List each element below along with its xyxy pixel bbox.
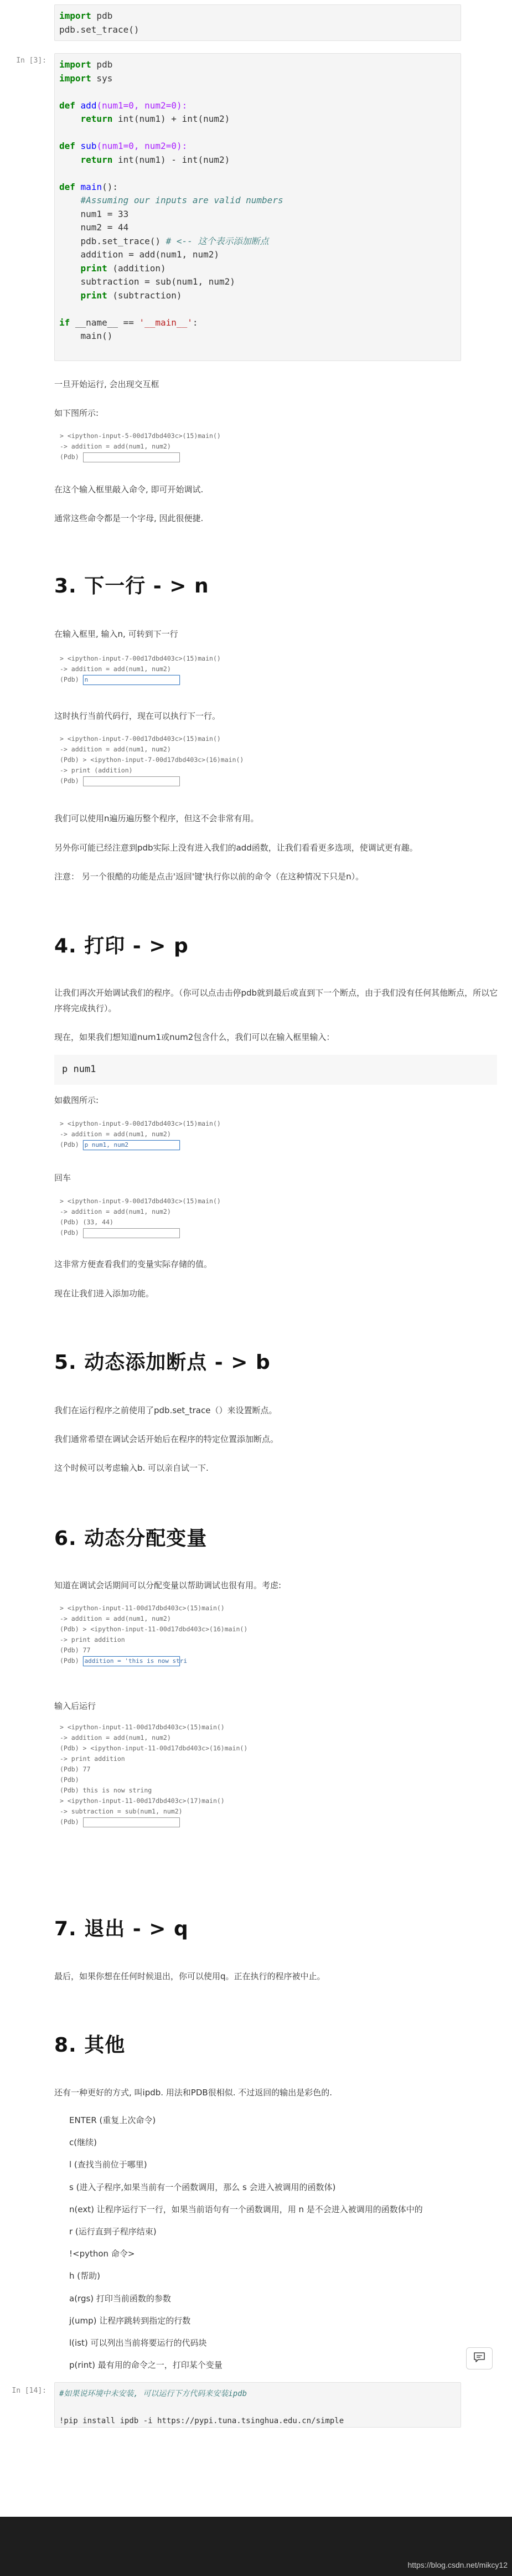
keyword: print (80, 290, 107, 301)
keyword: import (59, 59, 91, 70)
paragraph: 让我们再次开始调试我们的程序。（你可以点击击停pdb就到最后或直到下一个断点，由于我们没有任何其他断点，所以它 (54, 988, 498, 998)
function-args: (): (102, 181, 118, 192)
function-name: add (80, 100, 97, 111)
list-item: p(rint) 最有用的命令之一，打印某个变量 (69, 2360, 223, 2371)
terminal-line: > <ipython-input-9-00d17dbd403c>(15)main() (60, 1120, 221, 1127)
paragraph: 在输入框里, 输入n, 可转到下一行 (54, 629, 178, 639)
code-comment: #如果说环境中未安装, 可以运行下方代码来安装ipdb (59, 2389, 247, 2398)
paragraph: 这时执行当前代码行，现在可以执行下一行。 (54, 711, 221, 721)
terminal-line: -> addition = add(num1, num2) (60, 745, 171, 753)
section-heading: 7. 退出 - > q (54, 1918, 189, 1940)
terminal-line: -> addition = add(num1, num2) (60, 1615, 171, 1622)
code-block: p num1 (54, 1055, 497, 1085)
paragraph: 这个时候可以考虑输入b. 可以亲自试一下. (54, 1463, 209, 1473)
pdb-input (83, 1817, 180, 1827)
pdb-prompt: (Pdb) (60, 1818, 79, 1826)
terminal-line: -> addition = add(num1, num2) (60, 442, 171, 450)
section-heading: 3. 下一行 - > n (54, 575, 209, 597)
keyword: return (80, 114, 113, 124)
section-heading: 6. 动态分配变量 (54, 1527, 208, 1550)
code-text: pdb.set_trace() (59, 24, 139, 35)
function-args: (num1=0, num2=0): (96, 141, 188, 151)
code-text: num1 = 33 (80, 208, 129, 219)
code-text: main() (80, 331, 113, 341)
code-text: (subtraction) (107, 290, 182, 301)
list-item: l (查找当前位于哪里) (69, 2160, 147, 2170)
list-item: n(ext) 让程序运行下一行，如果当前语句有一个函数调用，用 n 是不会进入被调用的函数体中的 (69, 2204, 423, 2214)
code-text: int(num1) + int(num2) (112, 114, 230, 124)
list-item: j(ump) 让程序跳转到指定的行数 (69, 2315, 191, 2326)
terminal-line: > <ipython-input-5-00d17dbd403c>(15)main() (60, 432, 221, 440)
list-item: h (帮助) (69, 2271, 100, 2281)
list-item: a(rgs) 打印当前函数的参数 (69, 2293, 171, 2304)
keyword: if (59, 317, 70, 328)
terminal-line: > <ipython-input-7-00d17dbd403c>(15)main() (60, 735, 221, 743)
paragraph: 另外你可能已经注意到pdb实际上没有进入我们的add函数，让我们看看更多选项，使调试更有趣。 (54, 843, 418, 853)
code-text: num2 = 44 (80, 222, 129, 233)
paragraph: 通常这些命令都是一个字母, 因此很便捷. (54, 513, 204, 523)
code-text: pdb.set_trace() (80, 235, 161, 246)
terminal-line: (Pdb) 77 (60, 1765, 91, 1773)
chat-button[interactable] (466, 2347, 493, 2369)
pdb-input: p num1, num2 (83, 1140, 180, 1150)
list-item: c(继续) (69, 2137, 97, 2148)
terminal-screenshot-6 (60, 1603, 276, 1666)
terminal-line: > <ipython-input-11-00d17dbd403c>(15)main() (60, 1723, 225, 1731)
pdb-prompt: (Pdb) (60, 453, 79, 461)
code-cell-import[interactable] (54, 4, 461, 41)
terminal-line: -> addition = add(num1, num2) (60, 1130, 171, 1138)
list-item: ENTER (重复上次命令) (69, 2115, 156, 2125)
terminal-line: > <ipython-input-9-00d17dbd403c>(15)main() (60, 1197, 221, 1205)
function-name: sub (80, 141, 97, 151)
list-item: s (进入子程序,如果当前有一个函数调用，那么 s 会进入被调用的函数体) (69, 2182, 336, 2192)
code-cell-install[interactable] (54, 2382, 461, 2428)
keyword: def (59, 181, 75, 192)
keyword: def (59, 100, 75, 111)
terminal-line: > <ipython-input-7-00d17dbd403c>(15)main() (60, 655, 221, 662)
paragraph: 如截图所示: (54, 1095, 99, 1105)
code-text: pdb (91, 59, 113, 70)
paragraph: 最后，如果你想在任何时候退出，你可以使用q。正在执行的程序被中止。 (54, 1971, 325, 1981)
code-text: !pip install ipdb -i https://pypi.tuna.tsinghua.edu.cn/simple (59, 2417, 344, 2425)
code-text: (addition) (107, 262, 166, 274)
watermark-url: https://blog.csdn.net/mikcy12 (407, 2560, 508, 2569)
code-text: int(num1) - int(num2) (112, 154, 230, 165)
paragraph: 序将完成执行）。 (54, 1003, 117, 1013)
keyword: import (59, 11, 91, 21)
paragraph: 我们通常希望在调试会话开始后在程序的特定位置添加断点。 (54, 1434, 279, 1444)
terminal-line: > <ipython-input-11-00d17dbd403c>(15)main() (60, 1604, 225, 1612)
terminal-line: -> subtraction = sub(num1, num2) (60, 1807, 183, 1815)
section-heading: 5. 动态添加断点 - > b (54, 1351, 271, 1374)
code-comment: # <-- 这个表示添加断点 (161, 235, 269, 246)
footer-bar (0, 2517, 512, 2576)
pdb-input (83, 1228, 180, 1238)
code-text: subtraction = sub(num1, num2) (80, 276, 235, 287)
cell-prompt: In [3]: (16, 56, 46, 65)
cell-prompt: In [14]: (12, 2387, 46, 2395)
code-text: addition = add(num1, num2) (80, 249, 219, 260)
terminal-line: -> addition = add(num1, num2) (60, 665, 171, 673)
paragraph: 现在，如果我们想知道num1或num2包含什么，我们可以在输入框里输入： (54, 1032, 335, 1042)
code-text: __name__ == (70, 317, 139, 328)
list-item: l(ist) 可以列出当前将要运行的代码块 (69, 2338, 207, 2348)
list-item: !<python 命令> (69, 2249, 135, 2259)
paragraph: 还有一种更好的方式, 叫ipdb. 用法和PDB很相似. 不过返回的输出是彩色的. (54, 2088, 332, 2098)
pdb-input (83, 452, 180, 462)
code-text: : (192, 317, 198, 328)
list-item: r (运行直到子程序结束) (69, 2227, 157, 2237)
terminal-line: -> print addition (60, 1636, 125, 1644)
function-name: main (80, 181, 102, 192)
terminal-line: (Pdb) (33, 44) (60, 1218, 113, 1226)
terminal-screenshot-3 (60, 734, 276, 786)
pdb-prompt: (Pdb) (60, 777, 79, 785)
paragraph: 知道在调试会话期间可以分配变量以帮助调试也很有用。考虑: (54, 1580, 282, 1590)
pdb-input: addition = 'this is now stri (83, 1656, 180, 1666)
terminal-screenshot-5 (60, 1196, 276, 1238)
paragraph: 我们可以使用n遍历遍历整个程序，但这不会非常有用。 (54, 813, 259, 823)
terminal-line: -> print (addition) (60, 766, 133, 774)
pdb-input (83, 776, 180, 786)
terminal-line: (Pdb) > <ipython-input-11-00d17dbd403c>(16)main() (60, 1625, 248, 1633)
terminal-line: (Pdb) > <ipython-input-11-00d17dbd403c>(16)main() (60, 1744, 248, 1752)
paragraph: 在这个输入框里敲入命令, 即可开始调试. (54, 485, 204, 494)
terminal-line: (Pdb) this is now string (60, 1786, 152, 1794)
pdb-prompt: (Pdb) (60, 1229, 79, 1237)
paragraph: 我们在运行程序之前使用了pdb.set_trace（）来设置断点。 (54, 1405, 277, 1415)
pdb-prompt: (Pdb) (60, 1141, 79, 1148)
terminal-screenshot-2 (60, 653, 276, 685)
function-args: (num1=0, num2=0): (96, 100, 188, 111)
terminal-line: -> print addition (60, 1755, 125, 1763)
paragraph: 注意： 另一个很酷的功能是点击'返回'键'执行你以前的命令（在这种情况下只是n）。 (54, 872, 364, 882)
paragraph: 这非常方便查看我们的变量实际存储的值。 (54, 1259, 213, 1269)
code-string: '__main__' (139, 317, 193, 328)
paragraph: 一旦开始运行, 会出现交互框 (54, 379, 159, 389)
terminal-line: (Pdb) 77 (60, 1646, 91, 1654)
section-heading: 8. 其他 (54, 2034, 126, 2057)
keyword: print (80, 262, 107, 274)
keyword: return (80, 154, 113, 165)
paragraph: 回车 (54, 1173, 71, 1183)
terminal-screenshot-4 (60, 1119, 276, 1150)
code-text: sys (91, 73, 113, 84)
terminal-line: -> addition = add(num1, num2) (60, 1208, 171, 1215)
terminal-line: > <ipython-input-11-00d17dbd403c>(17)main() (60, 1797, 225, 1805)
paragraph: 如下图所示: (54, 408, 99, 418)
terminal-screenshot-1 (60, 431, 276, 462)
terminal-line: (Pdb) (60, 1776, 79, 1784)
pdb-prompt: (Pdb) (60, 676, 79, 683)
code-cell-main[interactable] (54, 53, 461, 361)
keyword: import (59, 73, 91, 84)
paragraph: 输入后运行 (54, 1701, 96, 1711)
terminal-screenshot-7 (60, 1722, 276, 1827)
pdb-input: n (83, 675, 180, 685)
chat-bubble-icon (473, 2352, 485, 2365)
pdb-prompt: (Pdb) (60, 1657, 79, 1665)
section-heading: 4. 打印 - > p (54, 935, 189, 957)
terminal-line: (Pdb) > <ipython-input-7-00d17dbd403c>(16)main() (60, 756, 244, 764)
terminal-line: -> addition = add(num1, num2) (60, 1734, 171, 1742)
keyword: def (59, 141, 75, 151)
code-text: pdb (91, 11, 113, 21)
paragraph: 现在让我们进入添加功能。 (54, 1289, 154, 1299)
code-comment: #Assuming our inputs are valid numbers (80, 195, 283, 205)
